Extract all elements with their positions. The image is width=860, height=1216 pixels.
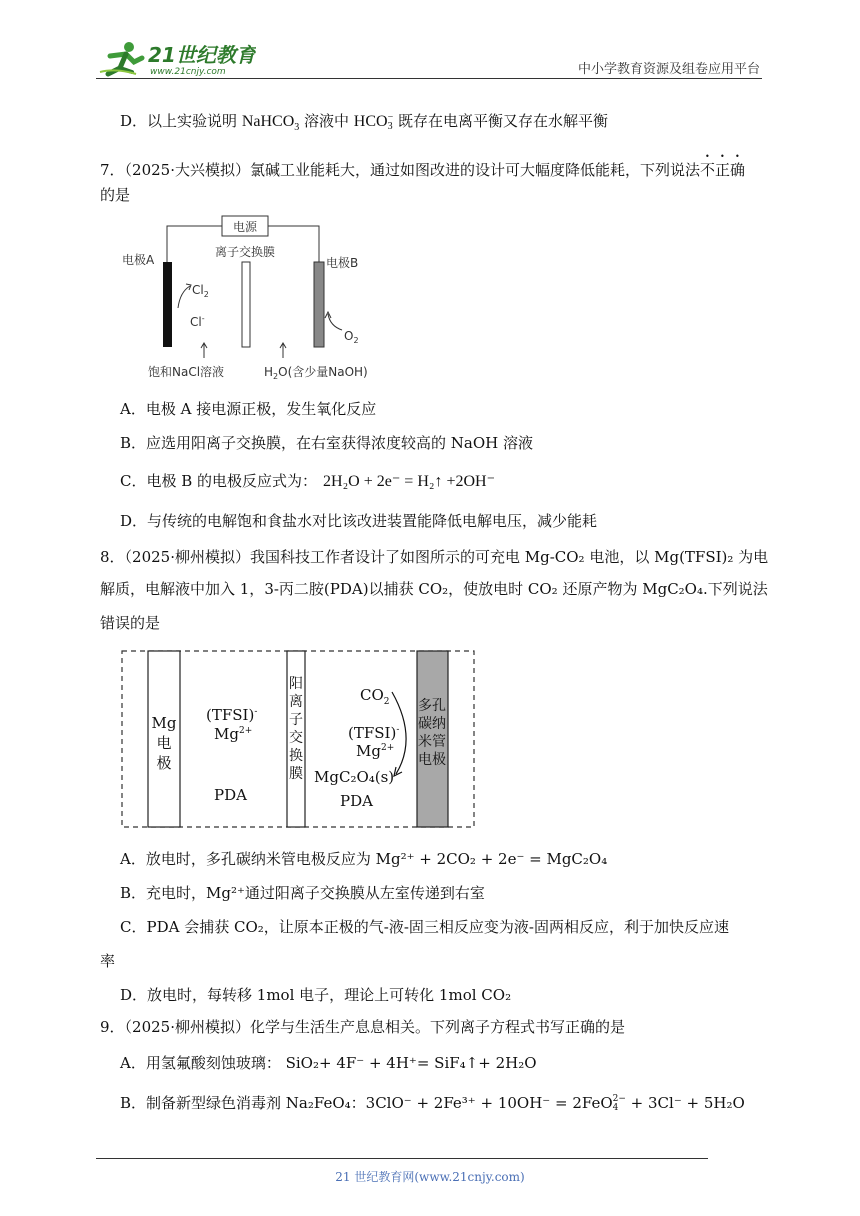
q8-battery-figure — [120, 648, 478, 830]
svg-text:米管: 米管 — [418, 734, 446, 750]
electrode-b — [314, 262, 324, 347]
q8-option-c-line2: 率 — [100, 952, 116, 970]
q7-option-d: D．与传统的电解饱和食盐水对比该改进装置能降低电解电压，减少能耗 — [120, 512, 598, 530]
svg-text:阳: 阳 — [289, 676, 303, 692]
q7-option-b: B．应选用阳离子交换膜，在右室获得浓度较高的 NaOH 溶液 — [120, 434, 534, 452]
q7-stem-line2: 的是 — [100, 186, 131, 204]
svg-text:Mg: Mg — [151, 714, 177, 732]
svg-text:O2: $O_2$ — [344, 329, 359, 345]
q7-stem-line1: 7．（2025·大兴模拟）氯碱工业能耗大，通过如图改进的设计可大幅度降低能耗，下列说法不正确 — [100, 161, 746, 179]
left-solution-label: 饱和NaCl溶液 — [148, 365, 225, 379]
svg-text:CO2: $CO_2$ — [360, 686, 390, 707]
svg-text:PDA: PDA — [214, 786, 247, 804]
svg-text:交: 交 — [289, 730, 303, 746]
footer-link[interactable]: 21 世纪教育网(www.21cnjy.com) — [335, 1170, 525, 1184]
runner-logo-icon — [100, 42, 142, 74]
svg-text:Mg2+: $Mg^{2+}$ — [214, 725, 253, 743]
svg-text:极: 极 — [156, 754, 172, 772]
svg-text:PDA: PDA — [340, 792, 373, 810]
q6-option-d: D．以上实验说明 NaHCO$_3$ 溶液中 HCO − 3 既存在电离平衡又存在水解平衡 — [120, 112, 608, 134]
q9-stem: 9．（2025·柳州模拟）化学与生活生产息息相关。下列离子方程式书写正确的是 — [100, 1018, 625, 1036]
svg-text:(TFSI)-: (TFSI)- — [206, 706, 258, 724]
svg-text:子: 子 — [289, 712, 303, 728]
q9-option-b: B．制备新型绿色消毒剂 Na₂FeO₄：3ClO⁻ + 2Fe³⁺ + 10OH⁻ = 2FeO 2− 4 + 3Cl⁻ + 5H₂O — [120, 1094, 745, 1113]
q7-option-a: A．电极 A 接电源正极，发生氧化反应 — [120, 400, 377, 418]
svg-text:多孔: 多孔 — [418, 698, 446, 714]
q7-option-c: C．电极 B 的电极反应式为： 2H₂O + 2e⁻ = H₂↑ +2OH⁻ — [120, 472, 496, 490]
q8-stem-line2: 解质，电解液中加入 1，3-丙二胺(PDA)以捕获 CO₂，使放电时 CO₂ 还原产物为 MgC₂O₄.下列说法 — [100, 580, 768, 598]
q8-option-d: D．放电时，每转移 1mol 电子，理论上可转化 1mol CO₂ — [120, 986, 512, 1004]
membrane-label: 离子交换膜 — [214, 245, 276, 259]
electrode-a-label: 电极A — [122, 253, 155, 267]
ion-exchange-membrane — [242, 262, 250, 347]
q9-option-a: A．用氢氟酸刻蚀玻璃： SiO₂+ 4F⁻ + 4H⁺= SiF₄↑+ 2H₂O — [120, 1054, 537, 1072]
svg-text:MgC₂O₄(s): MgC₂O₄(s) — [314, 768, 395, 786]
header-divider — [96, 78, 762, 79]
power-source-label: 电源 — [232, 220, 258, 234]
q8-option-a: A．放电时，多孔碳纳米管电极反应为 Mg²⁺ + 2CO₂ + 2e⁻ = MgC₂O₄ — [120, 850, 608, 868]
svg-text:Cl2: $Cl_2$ — [192, 283, 209, 299]
svg-text:膜: 膜 — [289, 766, 303, 782]
svg-text:碳纳: 碳纳 — [418, 716, 446, 732]
q8-stem-line1: 8．（2025·柳州模拟）我国科技工作者设计了如图所示的可充电 Mg-CO₂ 电池，以 Mg(TFSI)₂ 为电 — [100, 548, 769, 566]
site-logo — [96, 40, 256, 80]
q8-stem-line3: 错误的是 — [100, 614, 161, 632]
svg-text:Mg2+: $Mg^{2+}$ — [356, 742, 395, 760]
q7-emphasis: 不正确 — [700, 161, 746, 179]
svg-text:电: 电 — [156, 734, 172, 752]
electrode-a — [163, 262, 172, 347]
svg-text:离: 离 — [289, 694, 303, 710]
logo-text: 21世纪教育 — [148, 43, 256, 67]
right-solution-label: $H_2O$(含少量NaOH) — [264, 365, 368, 381]
header-platform-name: 中小学教育资源及组卷应用平台 — [577, 62, 760, 77]
footer-divider — [96, 1158, 708, 1159]
svg-text:电极: 电极 — [418, 752, 446, 768]
svg-text:(TFSI)-: (TFSI)- — [348, 724, 400, 742]
logo-url: www.21cnjy.com — [150, 67, 226, 77]
q8-option-b: B．充电时，Mg²⁺通过阳离子交换膜从左室传递到右室 — [120, 884, 485, 902]
svg-text:Cl-: Cl- — [190, 314, 205, 329]
q7-electrolysis-figure — [118, 210, 388, 385]
electrode-b-label: 电极B — [326, 256, 359, 270]
q8-option-c-line1: C．PDA 会捕获 CO₂，让原本正极的气-液-固三相反应变为液-固两相反应，利于加快反应速 — [120, 918, 729, 936]
svg-text:换: 换 — [289, 748, 303, 764]
